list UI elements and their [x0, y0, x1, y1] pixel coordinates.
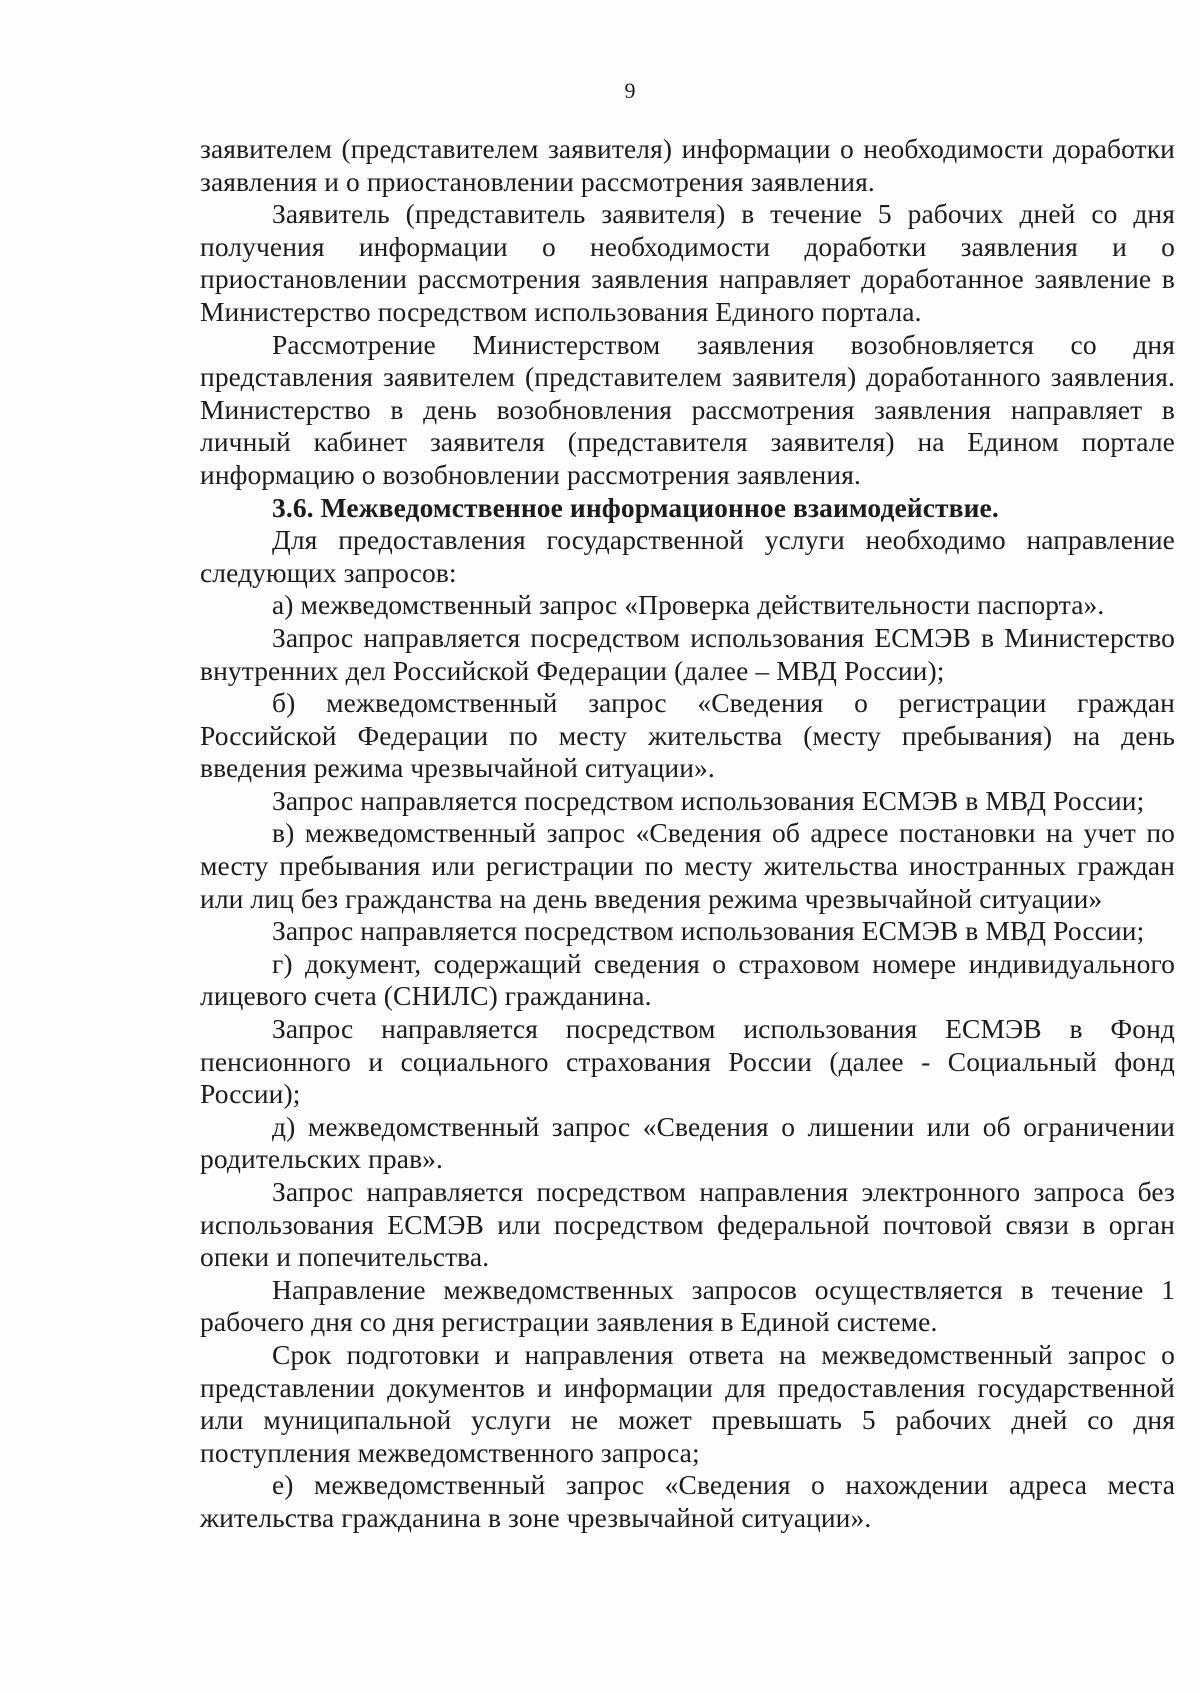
paragraph: Рассмотрение Министерством заявления возобновляется со дня представления заявителем (представителем заявителя) доработанного заявления. Министерство в день возобновления рассмотрения заявления направляет в личный кабинет заявителя (представителя заявителя) на Едином портале информацию о возобновлении рассмотрения заявления. — [200, 328, 1175, 490]
list-item: б) межведомственный запрос «Сведения о регистрации граждан Российской Федерации по месту жительства (месту пребывания) на день введения режима чрезвычайной ситуации». — [200, 687, 1175, 784]
paragraph: Запрос направляется посредством использования ЕСМЭВ в Министерство внутренних дел Российской Федерации (далее – МВД России); — [200, 621, 1175, 686]
paragraph: заявителем (представителем заявителя) информации о необходимости доработки заявления и о приостановлении рассмотрения заявления. — [200, 133, 1175, 197]
paragraph: Запрос направляется посредством использования ЕСМЭВ в Фонд пенсионного и социального страхования России (далее - Социальный фонд России); — [200, 1013, 1175, 1110]
document-body — [200, 133, 1175, 1535]
paragraph: Заявитель (представитель заявителя) в течение 5 рабочих дней со дня получения информации о необходимости доработки заявления и о приостановлении рассмотрения заявления направляет доработанное заявление в Министерство посредством использования Единого портала. — [200, 198, 1175, 327]
list-item: г) документ, содержащий сведения о страховом номере индивидуального лицевого счета (СНИЛС) гражданина. — [200, 947, 1175, 1012]
list-item: а) межведомственный запрос «Проверка действительности паспорта». — [272, 589, 1105, 621]
paragraph: Запрос направляется посредством использования ЕСМЭВ в МВД России; — [272, 784, 1145, 816]
paragraph: Запрос направляется посредством направления электронного запроса без использования ЕСМЭВ или посредством федеральной почтовой связи в орган опеки и попечительства. — [200, 1176, 1175, 1273]
list-item: в) межведомственный запрос «Сведения об адресе постановки на учет по месту пребывания или регистрации по месту жительства иностранных граждан или лиц без гражданства на день введения режима чрезвычайной ситуации» — [200, 817, 1175, 914]
paragraph: Направление межведомственных запросов осуществляется в течение 1 рабочего дня со дня регистрации заявления в Единой системе. — [200, 1273, 1175, 1338]
paragraph: Запрос направляется посредством использования ЕСМЭВ в МВД России; — [272, 915, 1145, 947]
paragraph: Для предоставления государственной услуги необходимо направление следующих запросов: — [200, 524, 1175, 588]
section-heading: 3.6. Межведомственное информационное взаимодействие. — [272, 491, 999, 523]
list-item: д) межведомственный запрос «Сведения о лишении или об ограничении родительских прав». — [200, 1110, 1175, 1175]
list-item: е) межведомственный запрос «Сведения о нахождении адреса места жительства гражданина в зоне чрезвычайной ситуации». — [200, 1469, 1175, 1533]
paragraph: Срок подготовки и направления ответа на межведомственный запрос о представлении документов и информации для предоставления государственной или муниципальной услуги не может превышать 5 рабочих дней со дня поступления межведомственного запроса; — [200, 1338, 1175, 1468]
page-number: 9 — [624, 78, 636, 103]
